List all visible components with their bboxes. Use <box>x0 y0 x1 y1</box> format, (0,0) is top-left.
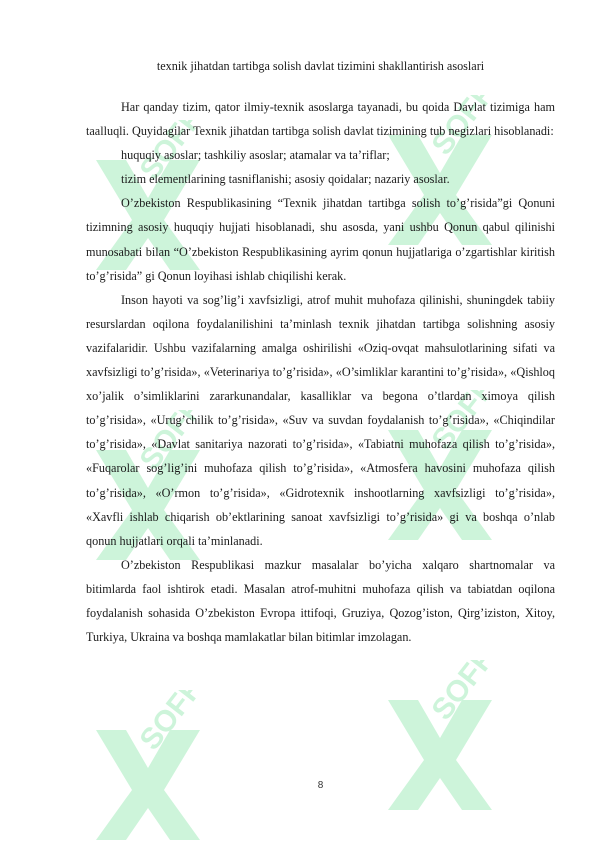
paragraph: O’zbekiston Respublikasining “Texnik jihatdan tartibga solish to’g’risida”gi Qonuni tizimning asosiy huquqiy hujjati hisoblanadi, shu asosda, yani ushbu Qonun qabul qilinishi munosabati bilan “O’zbekiston Respublikasining ayrim qonun hujjatlariga o’zgartishlar kiritish to’g’risida” gi Qonun loyihasi ishlab chiqilishi kerak. <box>86 196 555 283</box>
xsoff-watermark-logo <box>88 690 208 840</box>
list-item: huquqiy asoslar; tashkiliy asoslar; atamalar va ta’riflar; <box>121 148 390 163</box>
body-text <box>86 95 555 649</box>
svg-text:SOFF: SOFF <box>425 390 500 457</box>
svg-text:SOFF: SOFF <box>133 690 208 757</box>
svg-text:SOFF: SOFF <box>425 95 500 162</box>
paragraph: Inson hayoti va sog’lig’i xavfsizligi, atrof muhit muhofaza qilinishi, shuningdek tabiiy resurslardan oqilona foydalanilishini ta’minlash texnik jihatdan tartibga solishning asosiy vazifalaridir. Ushbu vazifalarning amalga oshirilishi «Oziq-ovqat mahsulotlarining sifati va xavfsizligi to’g’risida», «Veterinariya to’g’risida», «O’simliklar karantini to’g’risida», «Qishloq xo’jalik o’simliklarini zararkunandalar, kasalliklar va begona o’tlardan ximoya qilish to’g’risida», «Urug’chilik to’g’risida», «Suv va suvdan foydalanish to’g’risida», «Chiqindilar to’g’risida», «Davlat sanitariya nazorati to’g’risida», «Tabiatni muhofaza qilish to’g’risida», «Fuqarolar sog’lig’ini muhofaza qilish to’g’risida», «Atmosfera havosini muhofaza qilish to’g’risida», «O’rmon to’g’risida», «Gidrotexnik inshootlarning xavfsizligi to’g’risida», «Xavfli ishlab chiqarish ob’ektlarining sanoat xavfsizligi to’g’risida» gi va boshqa o’nlab qonun hujjatlari orqali ta’minlanadi. <box>86 292 555 548</box>
paragraph: O’zbekiston Respublikasi mazkur masalalar bo’yicha xalqaro shartnomalar va bitimlarda faol ishtirok etadi. Masalan atrof-muhitni muhofaza qilish va tabiatdan oqilona foydalanish sohasida O’zbekiston Evropa ittifoqi, Gruziya, Qozog’iston, Qirg’iziston, Xitoy, Turkiya, Ukraina va boshqa mamlakatlar bilan bitimlar imzolagan. <box>86 557 555 645</box>
page-number: 8 <box>317 780 324 791</box>
svg-text:SOFF: SOFF <box>133 120 208 187</box>
svg-text:SOFF: SOFF <box>133 410 208 477</box>
section-title: texnik jihatdan tartibga solish davlat tizimini shakllantirish asoslari <box>156 59 485 73</box>
list-item: tizim elementlarining tasniflanishi; asosiy qoidalar; nazariy asoslar. <box>121 172 450 187</box>
paragraph: Har qanday tizim, qator ilmiy-texnik asoslarga tayanadi, bu qoida Davlat tizimiga ham taalluqli. Quyidagilar Texnik jihatdan tartibga solish davlat tizimining tub negizlari hisoblanadi: <box>86 100 555 139</box>
svg-text:SOFF: SOFF <box>425 660 500 727</box>
